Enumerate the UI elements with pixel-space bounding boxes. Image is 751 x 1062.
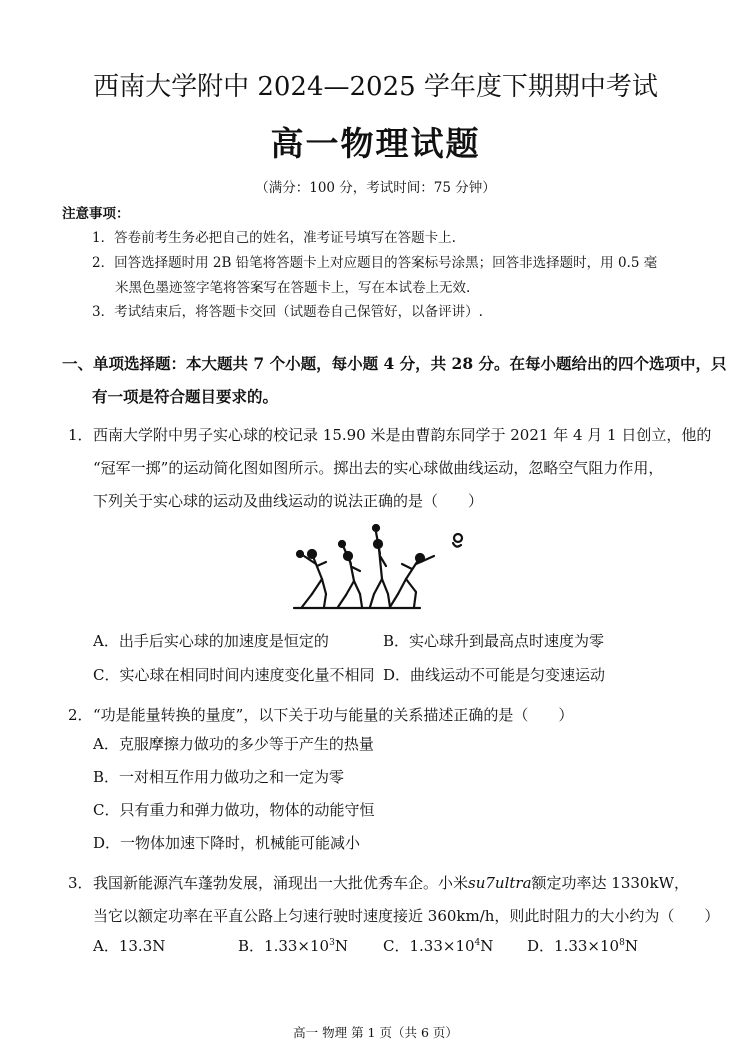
option-b-exponent: 3 — [329, 938, 335, 948]
question-2-option-a: A．克服摩擦力做功的多少等于产生的热量 — [93, 735, 374, 753]
exam-subtitle: 高一物理试题 — [270, 124, 481, 163]
score-info: （满分：100 分，考试时间：75 分钟） — [255, 180, 496, 196]
question-2-option-c: C．只有重力和弹力做功，物体的动能守恒 — [93, 801, 375, 819]
option-b-unit: N — [334, 937, 348, 955]
option-c-unit: N — [480, 937, 494, 955]
question-1-line-2: “冠军一掷”的运动简化图如图所示。掷出去的实心球做曲线运动，忽略空气阻力作用， — [93, 459, 664, 477]
question-3-option-a: A．13.3N — [93, 937, 166, 955]
option-c-base: C．1.33×10 — [383, 937, 475, 955]
question-3-option-b — [238, 935, 348, 956]
note-item-2-cont: 米黑色墨迹签字笔将答案写在答题卡上，写在本试卷上无效. — [115, 280, 471, 296]
shot-put-figure — [290, 524, 480, 616]
option-d-exponent: 8 — [619, 938, 625, 948]
car-model-name: su7ultra — [468, 874, 532, 892]
note-item-2: 2．回答选择题时用 2B 铅笔将答题卡上对应题目的答案标号涂黑；回答非选择题时，用 0.5 毫 — [92, 255, 658, 271]
question-1-number: 1． — [68, 426, 93, 444]
option-d-base: D．1.33×10 — [527, 937, 620, 955]
section-heading-line1: 一、单项选择题：本大题共 7 个小题，每小题 4 分，共 28 分。在每小题给出的四个选项中，只 — [62, 354, 727, 373]
question-3-option-d — [527, 935, 638, 956]
option-c-exponent: 4 — [474, 938, 481, 948]
question-1-option-b: B．实心球升到最高点时速度为零 — [383, 632, 605, 650]
question-1-line-1: 西南大学附中男子实心球的校记录 15.90 米是由曹韵东同学于 2021 年 4 月 1 日创立，他的 — [93, 426, 712, 444]
note-item-3: 3．考试结束后，将答题卡交回（试题卷自己保管好，以备评讲）. — [92, 304, 483, 320]
question-1-line-3: 下列关于实心球的运动及曲线运动的说法正确的是（ ） — [93, 492, 484, 510]
question-1-option-c: C．实心球在相同时间内速度变化量不相同 — [93, 666, 375, 684]
question-3-option-c — [383, 935, 493, 956]
question-3-line-1-part-a: 我国新能源汽车蓬勃发展，涌现出一大批优秀车企。小米 — [93, 874, 469, 892]
question-3-line-2: 当它以额定功率在平直公路上匀速行驶时速度接近 360km/h，则此时阻力的大小约为（ ） — [93, 907, 720, 925]
question-3-line-1-part-b: 额定功率达 1330kW， — [531, 874, 689, 892]
question-1-option-a: A．出手后实心球的加速度是恒定的 — [93, 632, 329, 650]
question-2-number: 2． — [68, 706, 93, 724]
question-3-line-1 — [93, 872, 689, 893]
option-d-unit: N — [624, 937, 638, 955]
section-heading-line2: 有一项是符合题目要求的。 — [92, 387, 279, 406]
shot-put-motion-icon — [290, 524, 480, 616]
question-1-option-d: D．曲线运动不可能是匀变速运动 — [383, 666, 606, 684]
question-2-stem: “功是能量转换的量度”，以下关于功与能量的关系描述正确的是（ ） — [93, 706, 574, 724]
option-b-base: B．1.33×10 — [238, 937, 330, 955]
page-footer: 高一 物理 第 1 页（共 6 页） — [293, 1025, 458, 1040]
notes-heading: 注意事项： — [62, 206, 130, 222]
exam-title: 西南大学附中 2024—2025 学年度下期期中考试 — [93, 72, 658, 102]
note-item-1: 1．答卷前考生务必把自己的姓名，准考证号填写在答题卡上. — [92, 230, 456, 246]
question-2-option-b: B．一对相互作用力做功之和一定为零 — [93, 768, 345, 786]
question-2-option-d: D．一物体加速下降时，机械能可能减小 — [93, 834, 361, 852]
question-3-number: 3． — [68, 874, 93, 892]
